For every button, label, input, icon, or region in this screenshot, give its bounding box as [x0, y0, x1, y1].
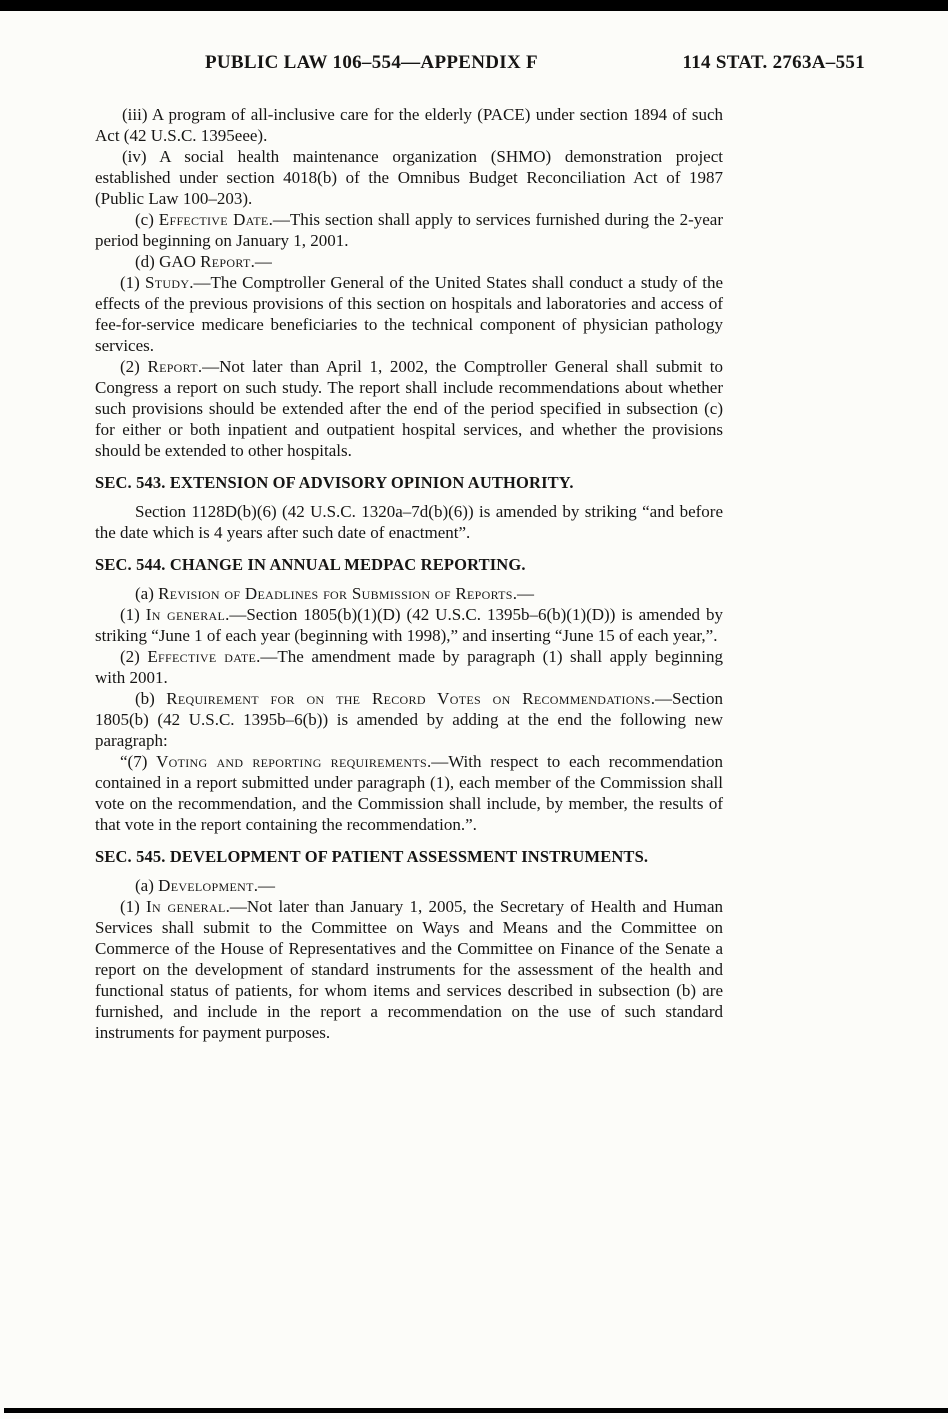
body-text: .—Section 1805(b)(1)(D) (42 U.S.C. 1395b–6(b)(1)(D)) is amended by striking “June 1 of each year (beginning with 1998),” and inserting “June 15 of each year,”. [95, 605, 723, 645]
enum-label: (a) [135, 584, 159, 603]
body-text: .—Not later than January 1, 2005, the Secretary of Health and Human Services shall submit to the Committee on Ways and Means and the Committee on Commerce of the House of Representatives and the Committee on Finance of the Senate a report on the development of standard instruments for the assessment of the health and functional status of patients, for whom items and services described in subsection (b) are furnished, and include in the report a recommendation on the use of such standard instruments for payment purposes. [95, 897, 723, 1042]
running-head-stat-citation: 114 STAT. 2763A–551 [682, 52, 865, 73]
section-543-heading: SEC. 543. EXTENSION OF ADVISORY OPINION AUTHORITY. [95, 473, 574, 492]
smallcaps-term: In general [146, 897, 226, 916]
running-head [205, 52, 865, 74]
paragraph-d1 [95, 272, 723, 356]
paragraph-545a1 [95, 896, 723, 1043]
enum-label: (2) [120, 647, 148, 666]
paragraph-d2 [95, 356, 723, 461]
body-text: .— [253, 876, 275, 895]
smallcaps-term: Effective Date [158, 210, 269, 229]
smallcaps-term: Report [200, 252, 251, 271]
body-text: .—With respect to each recommendation contained in a report submitted under paragraph (1), each member of the Commission shall vote on the recommendation, and the Commission shall include, by member, the results of that vote in the report containing the recommendation.”. [95, 752, 724, 834]
enum-label: “(7) [120, 752, 157, 771]
subsection-544a [95, 583, 723, 604]
body-text: .— [512, 584, 535, 603]
body-text: .—Not later than April 1, 2002, the Comptroller General shall submit to Congress a report on such study. The report shall include recommendations about whether such provisions should be extended after the end of the period specified in subsection (c) for either or both inpatient and outpatient hospital services, and whether the provisions should be extended to other hospitals. [95, 357, 723, 460]
paragraph-544a2 [95, 646, 723, 688]
section-543-body: Section 1128D(b)(6) (42 U.S.C. 1320a–7d(b)(6)) is amended by striking “and before the date which is 4 years after such date of enactment”. [95, 502, 723, 542]
enum-label: (b) [135, 689, 167, 708]
smallcaps-term: Development [158, 876, 254, 895]
smallcaps-term: Effective date [147, 647, 257, 666]
subsection-d [95, 251, 723, 272]
body-text: .—The Comptroller General of the United States shall conduct a study of the effects of the previous provisions of this section on hospitals and laboratories and access of fee-for-service medicare beneficiaries to the technical component of physician pathology services. [95, 273, 723, 355]
clause-iv: (iv) A social health maintenance organization (SHMO) demonstration project established under section 4018(b) of the Omnibus Budget Reconciliation Act of 1987 (Public Law 100–203). [95, 147, 723, 208]
scan-edge-bottom [4, 1408, 948, 1413]
subsection-545a [95, 875, 723, 896]
body-text: .—Section 1805(b) (42 U.S.C. 1395b–6(b)) is amended by adding at the end the following new paragraph: [95, 689, 723, 750]
statute-text [95, 104, 723, 1043]
subsection-544b [95, 688, 723, 751]
section-544-heading: SEC. 544. CHANGE IN ANNUAL MEDPAC REPORTING. [95, 555, 526, 574]
smallcaps-term: Requirement for on the Record Votes on Recommendations [166, 689, 651, 708]
smallcaps-term: Revision of Deadlines for Submission of Reports [158, 584, 513, 603]
section-545-heading: SEC. 545. DEVELOPMENT OF PATIENT ASSESSMENT INSTRUMENTS. [95, 847, 649, 866]
smallcaps-term: Study [145, 273, 190, 292]
paragraph-544a1 [95, 604, 723, 646]
body-text: .—The amendment made by paragraph (1) shall apply beginning with 2001. [95, 647, 723, 687]
smallcaps-term: Report [147, 357, 198, 376]
running-head-law-title: PUBLIC LAW 106–554—APPENDIX F [205, 52, 538, 73]
enum-label: (1) [120, 605, 146, 624]
enum-label: (1) [120, 897, 147, 916]
enum-label: (1) [120, 273, 145, 292]
subsection-c [95, 209, 723, 251]
body-text: .— [250, 252, 272, 271]
enum-label: (c) [135, 210, 159, 229]
enum-label: (2) [120, 357, 148, 376]
body-text: .—This section shall apply to services furnished during the 2-year period beginning on January 1, 2001. [95, 210, 723, 250]
clause-iii: (iii) A program of all-inclusive care for the elderly (PACE) under section 1894 of such Act (42 U.S.C. 1395eee). [95, 105, 723, 145]
enum-label: (d) GAO [135, 252, 201, 271]
quoted-paragraph-7 [95, 751, 723, 835]
enum-label: (a) [135, 876, 159, 895]
smallcaps-term: Voting and reporting requirements [156, 752, 427, 771]
smallcaps-term: In general [145, 605, 226, 624]
scan-edge-top [0, 0, 948, 11]
